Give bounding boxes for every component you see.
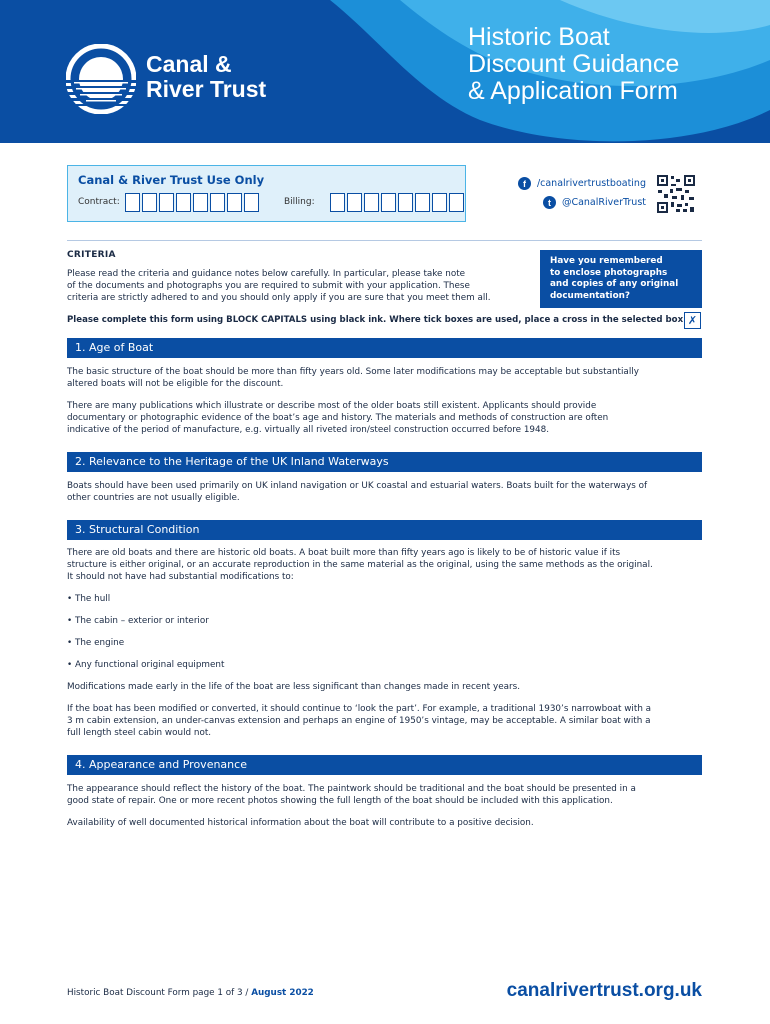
bullet-cabin: • The cabin – exterior or interior	[67, 616, 209, 626]
bullet-equipment: • Any functional original equipment	[67, 660, 225, 670]
criteria-text	[67, 268, 527, 305]
section-3-paragraph-3	[67, 703, 702, 739]
criteria-heading: CRITERIA	[67, 250, 116, 260]
form-instruction: Please complete this form using BLOCK CAPITALS using black ink. Where tick boxes are used, place a cross in the selected box	[67, 315, 684, 325]
text-line: Boats should have been used primarily on UK inland navigation or UK coastal and estuarial waters. Boats built for the waterways of	[67, 481, 648, 491]
example-cross-checkbox: ✗	[684, 312, 701, 329]
text-line: other countries are not usually eligible.	[67, 493, 240, 503]
brand-name	[146, 52, 266, 102]
section-4-paragraph-1	[67, 783, 702, 807]
text-line: The basic structure of the boat should be more than fifty years old. Some later modifications may be acceptable but substantially	[67, 367, 639, 377]
section-2-header: 2. Relevance to the Heritage of the UK Inland Waterways	[67, 452, 702, 472]
divider	[67, 240, 702, 241]
section-2-paragraph-1	[67, 480, 702, 504]
canal-river-trust-logo-icon	[66, 44, 136, 114]
text-line: indicative of the period of manufacture, e.g. virtually all riveted iron/steel construction occurred before 1948.	[67, 425, 550, 435]
section-1-header: 1. Age of Boat	[67, 338, 702, 358]
page-header	[0, 0, 770, 143]
reminder-line: to enclose photographs	[550, 267, 668, 278]
section-1-paragraph-2	[67, 400, 702, 436]
contract-label: Contract:	[78, 197, 120, 207]
text-line: altered boats will not be eligible for the discount.	[67, 379, 284, 389]
title-line-3: & Application Form	[468, 77, 678, 105]
text-line: structure is either original, or an accurate reproduction in the same material as the original, using the same methods as the original.	[67, 560, 653, 570]
footer-page-info	[67, 988, 314, 998]
qr-code-icon[interactable]	[656, 174, 696, 214]
title-line-1: Historic Boat	[468, 23, 610, 51]
twitter-handle: @CanalRiverTrust	[561, 197, 646, 208]
section-1-paragraph-1	[67, 366, 702, 390]
reminder-line: documentation?	[550, 290, 630, 301]
billing-label: Billing:	[284, 197, 315, 207]
document-title	[468, 24, 758, 105]
text-line: The appearance should reflect the history of the boat. The paintwork should be traditional and the boat should be presented in a	[67, 784, 636, 794]
criteria-line: of the documents and photographs you are required to submit with your application. These	[67, 281, 470, 292]
text-line: documentary or photographic evidence of the boat’s age and history. The materials and methods of construction are often	[67, 413, 609, 423]
text-line: It should not have had substantial modifications to:	[67, 572, 294, 582]
brand-line-1: Canal &	[146, 51, 232, 77]
footer-page-label: Historic Boat Discount Form page 1 of 3 /	[67, 988, 252, 998]
text-line: If the boat has been modified or converted, it should continue to ‘look the part’. For example, a traditional 1930’s narrowboat with a	[67, 704, 652, 714]
criteria-line: Please read the criteria and guidance notes below carefully. In particular, please take note	[67, 269, 466, 279]
text-line: There are old boats and there are historic old boats. A boat built more than fifty years ago is likely to be of historic value if its	[67, 548, 621, 558]
section-3-header: 3. Structural Condition	[67, 520, 702, 540]
section-3-paragraph-2: Modifications made early in the life of the boat are less significant than changes made in recent years.	[67, 682, 521, 692]
office-use-title: Canal & River Trust Use Only	[78, 173, 265, 187]
text-line: full length steel cabin would not.	[67, 728, 212, 738]
bullet-hull: • The hull	[67, 594, 111, 604]
office-use-only-box	[67, 165, 466, 222]
criteria-line: criteria are strictly adhered to and you should only apply if you are sure that you meet them all.	[67, 293, 491, 304]
section-4-paragraph-2: Availability of well documented historical information about the boat will contribute to a positive decision.	[67, 818, 534, 828]
title-line-2: Discount Guidance	[468, 50, 680, 78]
reminder-callout	[540, 250, 702, 308]
section-3-paragraph-1	[67, 547, 702, 583]
text-line: good state of repair. One or more recent photos showing the full length of the boat should be included with this application.	[67, 796, 613, 806]
billing-input-boxes[interactable]	[330, 193, 466, 212]
footer-website-link[interactable]: canalrivertrust.org.uk	[506, 980, 702, 1001]
footer-date: August 2022	[251, 988, 314, 998]
contract-input-boxes[interactable]	[125, 193, 261, 212]
section-4-header: 4. Appearance and Provenance	[67, 755, 702, 775]
facebook-icon: f	[518, 177, 531, 190]
twitter-link[interactable]	[543, 196, 646, 209]
brand-line-2: River Trust	[146, 76, 267, 102]
reminder-line: Have you remembered	[550, 256, 663, 266]
facebook-handle: /canalrivertrustboating	[536, 178, 646, 189]
text-line: There are many publications which illustrate or describe most of the older boats still existent. Applicants should provide	[67, 401, 597, 411]
text-line: 3 m cabin extension, an under-canvas extension and perhaps an engine of 1950’s vintage, may be acceptable. A similar boat with a	[67, 716, 651, 726]
reminder-line: and copies of any original	[550, 279, 679, 289]
twitter-icon: t	[543, 196, 556, 209]
facebook-link[interactable]	[518, 177, 646, 190]
bullet-engine: • The engine	[67, 638, 125, 648]
